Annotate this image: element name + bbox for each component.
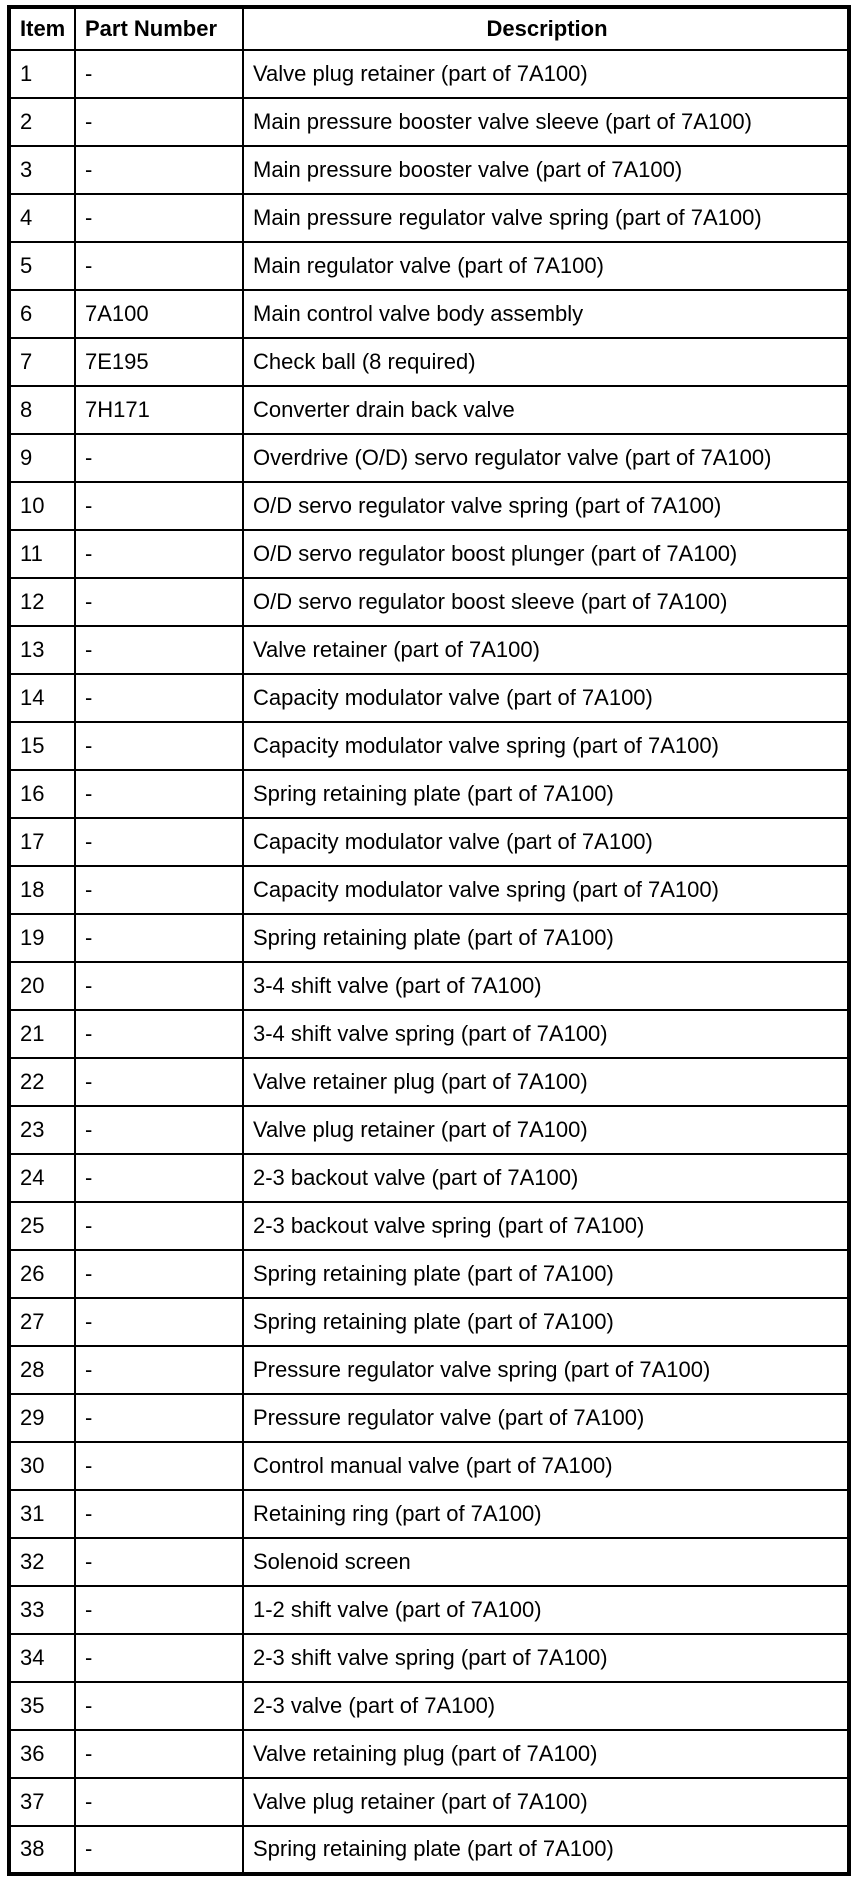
cell-description: 2-3 backout valve (part of 7A100): [243, 1154, 849, 1202]
cell-item: 23: [9, 1106, 75, 1154]
cell-part-number: -: [75, 50, 243, 98]
cell-description: 2-3 valve (part of 7A100): [243, 1682, 849, 1730]
cell-part-number: 7H171: [75, 386, 243, 434]
cell-item: 1: [9, 50, 75, 98]
cell-part-number: -: [75, 530, 243, 578]
table-row: [9, 674, 849, 722]
cell-description: O/D servo regulator boost plunger (part of 7A100): [243, 530, 849, 578]
table-row: [9, 1682, 849, 1730]
cell-part-number: -: [75, 1346, 243, 1394]
cell-part-number: -: [75, 866, 243, 914]
parts-table-header: [9, 7, 849, 50]
cell-description: Main pressure booster valve sleeve (part of 7A100): [243, 98, 849, 146]
cell-part-number: -: [75, 1682, 243, 1730]
table-row: [9, 1730, 849, 1778]
cell-part-number: -: [75, 1538, 243, 1586]
cell-item: 7: [9, 338, 75, 386]
table-row: [9, 770, 849, 818]
cell-description: Valve plug retainer (part of 7A100): [243, 1106, 849, 1154]
cell-description: Converter drain back valve: [243, 386, 849, 434]
cell-part-number: -: [75, 98, 243, 146]
cell-item: 5: [9, 242, 75, 290]
table-row: [9, 482, 849, 530]
cell-item: 22: [9, 1058, 75, 1106]
cell-part-number: -: [75, 914, 243, 962]
cell-item: 17: [9, 818, 75, 866]
cell-part-number: -: [75, 1394, 243, 1442]
cell-description: 3-4 shift valve (part of 7A100): [243, 962, 849, 1010]
table-row: [9, 1778, 849, 1826]
cell-item: 9: [9, 434, 75, 482]
cell-description: Valve plug retainer (part of 7A100): [243, 1778, 849, 1826]
table-row: [9, 1058, 849, 1106]
cell-part-number: -: [75, 482, 243, 530]
cell-part-number: -: [75, 1730, 243, 1778]
cell-description: 2-3 backout valve spring (part of 7A100): [243, 1202, 849, 1250]
header-row: [9, 7, 849, 50]
cell-item: 26: [9, 1250, 75, 1298]
table-row: [9, 1394, 849, 1442]
cell-item: 2: [9, 98, 75, 146]
cell-item: 3: [9, 146, 75, 194]
cell-description: Retaining ring (part of 7A100): [243, 1490, 849, 1538]
cell-part-number: 7A100: [75, 290, 243, 338]
cell-description: Main pressure booster valve (part of 7A100): [243, 146, 849, 194]
cell-description: Spring retaining plate (part of 7A100): [243, 1298, 849, 1346]
cell-item: 18: [9, 866, 75, 914]
table-row: [9, 530, 849, 578]
column-header-description: Description: [243, 7, 849, 50]
cell-part-number: -: [75, 626, 243, 674]
table-row: [9, 434, 849, 482]
cell-part-number: -: [75, 1154, 243, 1202]
cell-item: 12: [9, 578, 75, 626]
table-row: [9, 1106, 849, 1154]
table-row: [9, 1538, 849, 1586]
cell-item: 20: [9, 962, 75, 1010]
cell-description: Main control valve body assembly: [243, 290, 849, 338]
cell-part-number: -: [75, 1106, 243, 1154]
table-row: [9, 1490, 849, 1538]
cell-description: Spring retaining plate (part of 7A100): [243, 914, 849, 962]
cell-part-number: -: [75, 1490, 243, 1538]
cell-description: Control manual valve (part of 7A100): [243, 1442, 849, 1490]
column-header-item: Item: [9, 7, 75, 50]
cell-item: 30: [9, 1442, 75, 1490]
cell-description: Valve retaining plug (part of 7A100): [243, 1730, 849, 1778]
cell-item: 35: [9, 1682, 75, 1730]
table-row: [9, 1442, 849, 1490]
cell-description: Spring retaining plate (part of 7A100): [243, 1250, 849, 1298]
cell-part-number: -: [75, 722, 243, 770]
cell-part-number: -: [75, 1778, 243, 1826]
cell-part-number: -: [75, 1058, 243, 1106]
table-row: [9, 386, 849, 434]
cell-description: Main pressure regulator valve spring (part of 7A100): [243, 194, 849, 242]
cell-part-number: -: [75, 1586, 243, 1634]
cell-part-number: -: [75, 578, 243, 626]
cell-description: Spring retaining plate (part of 7A100): [243, 770, 849, 818]
cell-description: Overdrive (O/D) servo regulator valve (part of 7A100): [243, 434, 849, 482]
cell-description: Capacity modulator valve (part of 7A100): [243, 674, 849, 722]
cell-part-number: -: [75, 962, 243, 1010]
table-row: [9, 1250, 849, 1298]
cell-item: 32: [9, 1538, 75, 1586]
cell-part-number: -: [75, 1442, 243, 1490]
cell-description: Valve retainer plug (part of 7A100): [243, 1058, 849, 1106]
cell-part-number: 7E195: [75, 338, 243, 386]
column-header-part-number: Part Number: [75, 7, 243, 50]
cell-part-number: -: [75, 194, 243, 242]
table-row: [9, 242, 849, 290]
cell-description: Capacity modulator valve (part of 7A100): [243, 818, 849, 866]
cell-description: 1-2 shift valve (part of 7A100): [243, 1586, 849, 1634]
cell-item: 29: [9, 1394, 75, 1442]
cell-description: 2-3 shift valve spring (part of 7A100): [243, 1634, 849, 1682]
cell-item: 27: [9, 1298, 75, 1346]
cell-description: Valve plug retainer (part of 7A100): [243, 50, 849, 98]
cell-item: 13: [9, 626, 75, 674]
cell-part-number: -: [75, 1250, 243, 1298]
cell-part-number: -: [75, 242, 243, 290]
table-row: [9, 98, 849, 146]
cell-item: 10: [9, 482, 75, 530]
table-row: [9, 50, 849, 98]
cell-part-number: -: [75, 1298, 243, 1346]
cell-item: 37: [9, 1778, 75, 1826]
table-row: [9, 1586, 849, 1634]
cell-item: 34: [9, 1634, 75, 1682]
cell-description: Pressure regulator valve spring (part of 7A100): [243, 1346, 849, 1394]
table-row: [9, 146, 849, 194]
cell-part-number: -: [75, 770, 243, 818]
cell-part-number: -: [75, 818, 243, 866]
cell-description: Capacity modulator valve spring (part of 7A100): [243, 722, 849, 770]
table-row: [9, 1154, 849, 1202]
table-row: [9, 1202, 849, 1250]
cell-part-number: -: [75, 434, 243, 482]
cell-item: 8: [9, 386, 75, 434]
cell-item: 6: [9, 290, 75, 338]
cell-item: 15: [9, 722, 75, 770]
cell-description: Capacity modulator valve spring (part of 7A100): [243, 866, 849, 914]
cell-item: 28: [9, 1346, 75, 1394]
table-row: [9, 722, 849, 770]
cell-part-number: -: [75, 146, 243, 194]
table-row: [9, 1634, 849, 1682]
cell-item: 38: [9, 1826, 75, 1874]
cell-description: Main regulator valve (part of 7A100): [243, 242, 849, 290]
table-row: [9, 578, 849, 626]
cell-item: 19: [9, 914, 75, 962]
cell-description: O/D servo regulator valve spring (part of 7A100): [243, 482, 849, 530]
table-row: [9, 866, 849, 914]
cell-item: 31: [9, 1490, 75, 1538]
cell-item: 14: [9, 674, 75, 722]
cell-item: 24: [9, 1154, 75, 1202]
table-row: [9, 194, 849, 242]
cell-part-number: -: [75, 674, 243, 722]
cell-description: Spring retaining plate (part of 7A100): [243, 1826, 849, 1874]
cell-item: 16: [9, 770, 75, 818]
table-row: [9, 914, 849, 962]
cell-description: Check ball (8 required): [243, 338, 849, 386]
table-row: [9, 818, 849, 866]
cell-description: Valve retainer (part of 7A100): [243, 626, 849, 674]
cell-description: Pressure regulator valve (part of 7A100): [243, 1394, 849, 1442]
cell-item: 33: [9, 1586, 75, 1634]
cell-description: O/D servo regulator boost sleeve (part of 7A100): [243, 578, 849, 626]
table-row: [9, 338, 849, 386]
table-row: [9, 1298, 849, 1346]
cell-item: 25: [9, 1202, 75, 1250]
cell-item: 36: [9, 1730, 75, 1778]
table-row: [9, 1826, 849, 1874]
cell-description: Solenoid screen: [243, 1538, 849, 1586]
parts-table: [7, 5, 851, 1876]
cell-part-number: -: [75, 1634, 243, 1682]
cell-part-number: -: [75, 1202, 243, 1250]
cell-item: 21: [9, 1010, 75, 1058]
table-row: [9, 962, 849, 1010]
table-row: [9, 1346, 849, 1394]
table-row: [9, 626, 849, 674]
table-row: [9, 290, 849, 338]
cell-item: 11: [9, 530, 75, 578]
cell-item: 4: [9, 194, 75, 242]
table-row: [9, 1010, 849, 1058]
cell-part-number: -: [75, 1010, 243, 1058]
cell-part-number: -: [75, 1826, 243, 1874]
cell-description: 3-4 shift valve spring (part of 7A100): [243, 1010, 849, 1058]
parts-table-body: [9, 50, 849, 1874]
